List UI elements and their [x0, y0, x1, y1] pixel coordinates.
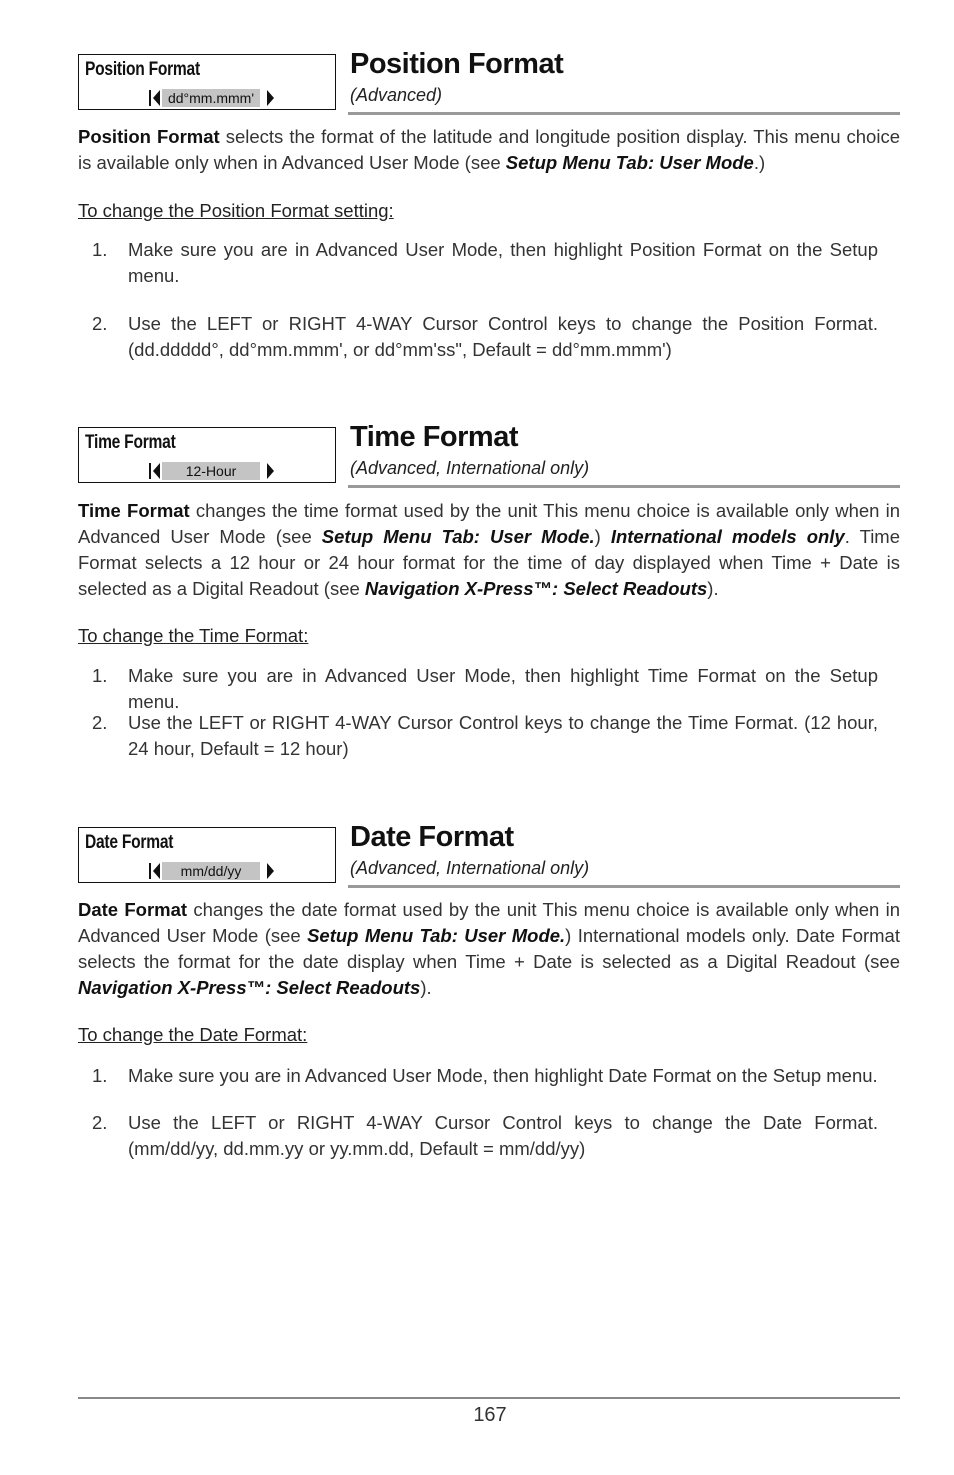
desc-text: changes the date format used by the unit This menu choice is available only when in Advanced User Mode (see: [78, 899, 900, 946]
menu-value: 12-Hour: [162, 462, 260, 480]
desc-text: ) International models only. Date Format selects the format for the date display when Time + Date is selected as a Digital Readout (see: [78, 925, 900, 972]
desc-reference: Navigation X-Press™: Select Readouts: [364, 578, 708, 599]
left-bar-icon: [149, 863, 151, 879]
desc-text: selects the format of the latitude and longitude position display. This menu choice is available only when in Advanced User Mode (see: [78, 126, 900, 173]
desc-text: .): [753, 152, 766, 173]
desc-lead: Date Format: [78, 899, 188, 920]
desc-reference: Setup Menu Tab: User Mode: [505, 152, 754, 173]
menu-title: Position Format: [85, 59, 200, 80]
step-text: Make sure you are in Advanced User Mode, then highlight Time Format on the Setup menu.: [128, 665, 878, 712]
desc-lead: Time Format: [78, 500, 190, 521]
desc-text: ).: [707, 578, 719, 599]
desc-text: changes the time format used by the unit This menu choice is available only when in Advanced User Mode (see: [78, 500, 900, 547]
footer-divider: [78, 1397, 900, 1399]
menu-value: dd°mm.mmm': [162, 89, 260, 107]
procedure-title: To change the Position Format setting:: [78, 200, 394, 221]
date-format-section: [78, 821, 900, 1167]
step-text: Make sure you are in Advanced User Mode, then highlight Date Format on the Setup menu.: [128, 1065, 878, 1086]
desc-reference: Setup Menu Tab: User Mode.: [307, 925, 566, 946]
position-format-section: [78, 48, 900, 374]
desc-reference: Setup Menu Tab: User Mode.: [321, 526, 595, 547]
section-subheading: (Advanced): [350, 85, 443, 105]
desc-lead: Position Format: [78, 126, 220, 147]
step-number: 2.: [92, 712, 108, 733]
menu-value-selector: [149, 461, 274, 481]
step-text: Use the LEFT or RIGHT 4-WAY Cursor Control keys to change the Date Format. (mm/dd/yy, dd.mm.yy or yy.mm.dd, Default = mm/dd/yy): [128, 1112, 878, 1159]
procedure-title: To change the Date Format:: [78, 1024, 308, 1045]
menu-value-selector: [149, 861, 274, 881]
heading-area: [348, 421, 900, 488]
desc-text: ).: [420, 977, 432, 998]
section-description: [78, 498, 900, 602]
section-subheading: (Advanced, International only): [350, 458, 590, 478]
desc-reference: International models only: [610, 526, 845, 547]
heading-area: [348, 48, 900, 115]
step-text: Use the LEFT or RIGHT 4-WAY Cursor Control keys to change the Time Format. (12 hour, 24 hour, Default = 12 hour): [128, 712, 878, 759]
left-arrow-icon: [153, 90, 160, 106]
left-arrow-icon: [153, 463, 160, 479]
section-heading: Time Format: [350, 421, 519, 453]
section-subheading: (Advanced, International only): [350, 858, 590, 878]
heading-area: [348, 821, 900, 888]
right-arrow-icon: [267, 90, 274, 106]
left-bar-icon: [149, 463, 151, 479]
step-number: 1.: [92, 1065, 108, 1086]
step-number: 2.: [92, 313, 108, 334]
step-number: 2.: [92, 1112, 108, 1133]
menu-value-selector: [149, 88, 274, 108]
step-text: Make sure you are in Advanced User Mode, then highlight Position Format on the Setup menu.: [128, 239, 878, 286]
position-format-menu-box: [78, 54, 336, 110]
desc-reference: Navigation X-Press™: Select Readouts: [78, 977, 421, 998]
desc-text: . Time Format selects a 12 hour or 24 hour format for the time of day displayed when Time + Date is selected as a Digital Readout (see: [78, 526, 901, 599]
menu-value: mm/dd/yy: [162, 862, 260, 880]
left-arrow-icon: [153, 863, 160, 879]
page-number: 167: [473, 1404, 507, 1426]
left-bar-icon: [149, 90, 151, 106]
right-arrow-icon: [267, 863, 274, 879]
section-heading: Position Format: [350, 48, 564, 80]
menu-title: Time Format: [85, 432, 176, 453]
time-format-section: [78, 421, 901, 767]
step-number: 1.: [92, 239, 108, 260]
time-format-menu-box: [78, 427, 336, 483]
step-number: 1.: [92, 665, 108, 686]
section-description: [78, 897, 900, 1001]
step-text: Use the LEFT or RIGHT 4-WAY Cursor Control keys to change the Position Format. (dd.ddddd°, dd°mm.mmm', or dd°mm'ss", Default = dd°mm.mmm'): [128, 313, 878, 360]
right-arrow-icon: [267, 463, 274, 479]
menu-title: Date Format: [85, 832, 174, 853]
date-format-menu-box: [78, 827, 336, 883]
procedure-title: To change the Time Format:: [78, 625, 309, 646]
section-description: [78, 124, 900, 176]
desc-text: ): [594, 526, 611, 547]
section-heading: Date Format: [350, 821, 514, 853]
